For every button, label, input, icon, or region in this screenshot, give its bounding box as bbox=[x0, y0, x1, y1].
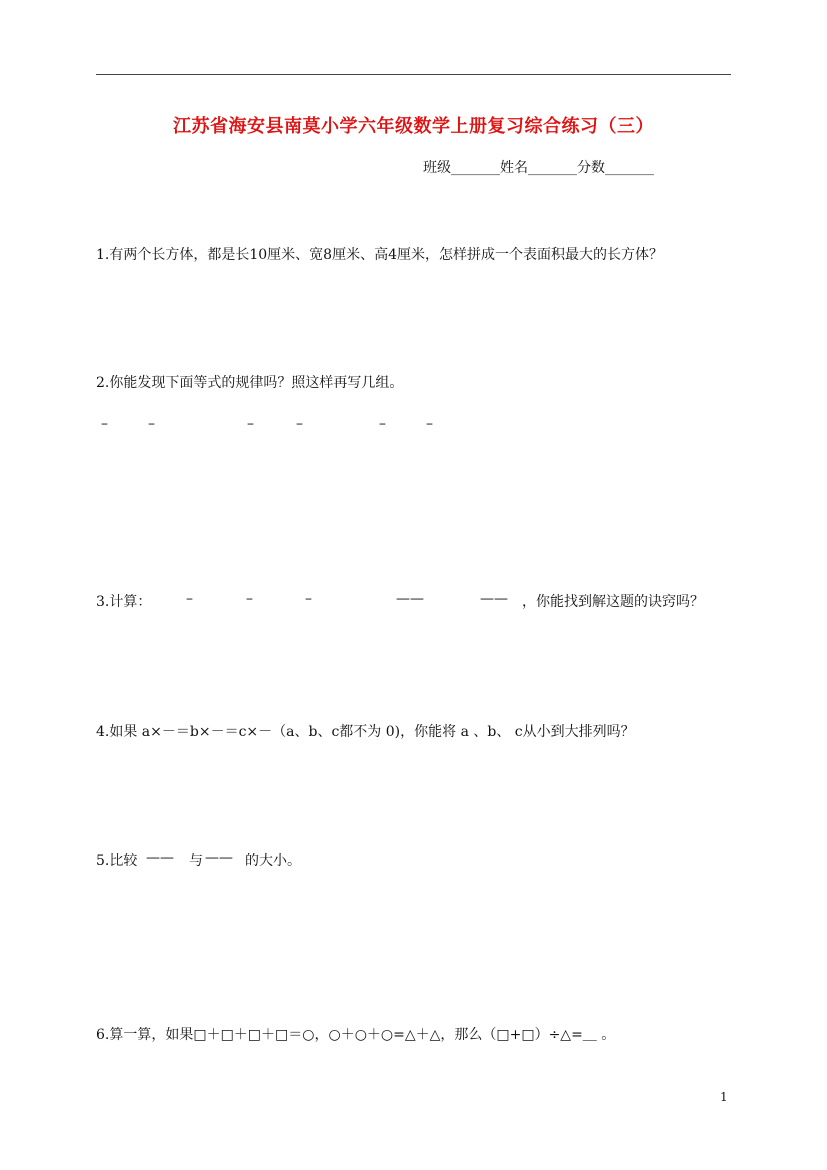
q3-fraction-bar: – bbox=[246, 591, 253, 607]
q3-fraction-bar: —— bbox=[480, 591, 508, 607]
question-1: 1.有两个长方体，都是长10厘米、宽8厘米、高4厘米，怎样拼成一个表面积最大的长方体？ bbox=[96, 247, 663, 263]
question-5-label: 5.比较 bbox=[96, 853, 138, 869]
page-number: 1 bbox=[720, 1090, 728, 1104]
q3-fraction-bar: —— bbox=[396, 591, 424, 607]
q2-fraction-bar: – bbox=[379, 416, 386, 432]
student-info-line: 班级_______姓名_______分数_______ bbox=[423, 160, 654, 176]
q2-fraction-bar: – bbox=[247, 416, 254, 432]
q5-fraction-bar: —— bbox=[205, 850, 233, 866]
page-title: 江苏省海安县南莫小学六年级数学上册复习综合练习（三） bbox=[173, 116, 654, 137]
q3-fraction-bar: – bbox=[305, 591, 312, 607]
question-4: 4.如果 a×－＝b×－＝c×－（a、b、c都不为 0)，你能将 a 、b、 c从小到大排列吗？ bbox=[96, 724, 635, 740]
question-2: 2.你能发现下面等式的规律吗？照这样再写几组。 bbox=[96, 375, 404, 391]
question-6: 6.算一算，如果□＋□＋□＋□＝○，○＋○＋○=△＋△，那么（□+□）÷△=＿ 。 bbox=[96, 1027, 616, 1043]
question-5-tail: 的大小。 bbox=[245, 853, 301, 869]
q5-fraction-bar: —— bbox=[146, 850, 174, 866]
q2-fraction-bar: – bbox=[101, 416, 108, 432]
q2-fraction-bar: – bbox=[148, 416, 155, 432]
question-3-label: 3.计算： bbox=[96, 594, 152, 610]
q3-fraction-bar: – bbox=[186, 591, 193, 607]
question-5-mid: 与 bbox=[189, 853, 203, 869]
q2-fraction-bar: – bbox=[426, 416, 433, 432]
header-rule bbox=[96, 74, 731, 75]
question-3-tail: ，你能找到解这题的诀窍吗？ bbox=[522, 594, 704, 610]
q2-fraction-bar: – bbox=[296, 416, 303, 432]
